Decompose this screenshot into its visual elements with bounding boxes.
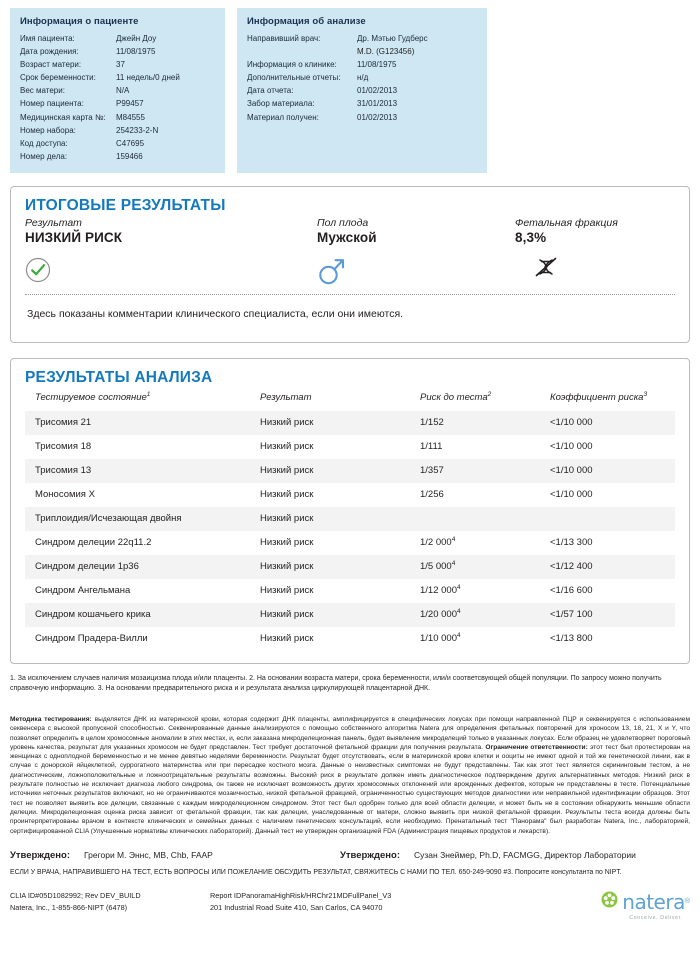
natera-flower-icon bbox=[601, 891, 618, 913]
methodology-paragraph bbox=[10, 715, 690, 836]
patient-label-dob: Дата рождения: bbox=[20, 47, 79, 57]
row-prior-text: 1/256 bbox=[420, 489, 444, 501]
summary-sex-value: Мужской bbox=[317, 229, 377, 245]
test-row-report-date bbox=[247, 84, 477, 97]
table-row bbox=[25, 483, 675, 507]
row-prior bbox=[420, 531, 550, 555]
analysis-results-card bbox=[10, 358, 690, 664]
test-info-title: Информация об анализе bbox=[247, 16, 366, 27]
table-row bbox=[25, 579, 675, 603]
male-symbol-icon bbox=[317, 252, 505, 288]
test-row-doctor bbox=[247, 32, 477, 45]
patient-label-patient-number: Номер пациента: bbox=[20, 99, 84, 109]
row-result: Низкий риск bbox=[260, 603, 420, 627]
table-row bbox=[25, 411, 675, 435]
check-circle-icon bbox=[25, 252, 315, 288]
row-result: Низкий риск bbox=[260, 459, 420, 483]
row-condition: Синдром Ангельмана bbox=[35, 585, 131, 597]
row-result: Низкий риск bbox=[260, 633, 314, 645]
row-result: Низкий риск bbox=[260, 585, 314, 597]
summary-result-value: НИЗКИЙ РИСК bbox=[25, 229, 123, 245]
disclaimer-title: Ограничение ответственности: bbox=[485, 743, 588, 751]
row-prior-text: 1/111 bbox=[420, 441, 443, 453]
methodology-body: выделяется ДНК из материнской крови, которая содержит ДНК плаценты, амплифицируется в специфических локусах при помощи направленной ПЦР и секвенируется с использованием секвенсера с высокой пропускной способностью. Секвенированные данные анализируются с помощью собственного алгоритма Natera для определения фетальных повторений для хроносом 13, 18, 21, X и Y, что позволяет определить в целом хромосомные аномалии в этих местах, и, если заказана микроделеционная панель, будет выявление микроделеций только в указанных локусах. Если образец не удовлетворяет пороговый уровень качества, результат для указанных хромосом не будет представлен. Тест требует достаточной фетальной фракции для получения результата. bbox=[10, 715, 690, 751]
header-result: Результат bbox=[260, 391, 312, 403]
table-row bbox=[25, 555, 675, 579]
row-result: Низкий риск bbox=[260, 507, 420, 531]
natera-logo-row bbox=[601, 890, 690, 914]
summary-col-fetal-fraction bbox=[505, 217, 675, 288]
results-heading: РЕЗУЛЬТАТЫ АНАЛИЗА bbox=[25, 368, 213, 386]
test-label-clinic: Информация о клинике: bbox=[247, 60, 337, 70]
row-ratio: <1/10 000 bbox=[550, 459, 675, 483]
patient-label-kit-number: Номер набора: bbox=[20, 125, 76, 135]
patient-label-gestation: Срок беременности: bbox=[20, 73, 96, 83]
approval-name-1: Грегори М. Эннс, MB, Chb, FAAP bbox=[84, 849, 213, 860]
row-ratio: <1/10 000 bbox=[550, 411, 675, 435]
page-footer bbox=[10, 890, 690, 927]
test-row-clinic bbox=[247, 58, 477, 71]
row-prior-sup: 4 bbox=[456, 584, 461, 592]
row-ratio: <1/12 400 bbox=[550, 555, 675, 579]
header-risk-ratio-text: Коэффициент риска bbox=[550, 391, 644, 403]
natera-wordmark: natera bbox=[622, 889, 685, 914]
clinical-comment: Здесь показаны комментарии клинического специалиста, если они имеются. bbox=[27, 307, 404, 320]
results-table bbox=[25, 390, 675, 651]
row-ratio: <1/10 000 bbox=[550, 441, 593, 453]
test-value-clinic: 11/08/1975 bbox=[357, 60, 397, 70]
row-ratio: <1/13 800 bbox=[550, 633, 593, 645]
footer-report-line2: 201 Industrial Road Suite 410, San Carlos, CA 94070 bbox=[210, 902, 383, 912]
patient-label-access-code: Код доступа: bbox=[20, 138, 68, 148]
row-ratio: <1/10 000 bbox=[550, 489, 593, 501]
row-prior bbox=[420, 579, 550, 603]
row-prior-sup: 4 bbox=[456, 608, 461, 616]
row-result: Низкий риск bbox=[260, 411, 420, 435]
dna-helix-icon bbox=[533, 252, 675, 288]
test-label-report-date: Дата отчета: bbox=[247, 86, 294, 96]
test-value-collection-date: 31/01/2013 bbox=[357, 99, 398, 109]
patient-value-kit-number: 254233-2-N bbox=[116, 125, 159, 135]
footer-clia-line2: Natera, Inc., 1-855-866-NIPT (6478) bbox=[10, 902, 128, 912]
test-row-collection-date bbox=[247, 97, 477, 110]
patient-label-weight: Вес матери: bbox=[20, 86, 65, 96]
row-condition: Синдром делеции 22q11.2 bbox=[35, 537, 152, 549]
test-value-doctor-line2: M.D. (G123456) bbox=[357, 47, 415, 57]
patient-row-age bbox=[20, 58, 215, 71]
patient-row-name bbox=[20, 32, 215, 45]
test-value-report-date: 01/02/2013 bbox=[357, 86, 398, 96]
row-prior-text: 1/20 000 bbox=[420, 609, 457, 621]
summary-fraction-label: Фетальная фракция bbox=[515, 216, 618, 229]
summary-col-sex bbox=[315, 217, 505, 288]
patient-info-panel bbox=[10, 8, 225, 173]
approvals-row bbox=[10, 850, 690, 861]
natera-logo bbox=[601, 890, 690, 921]
approval-label-2: Утверждено: bbox=[340, 849, 400, 861]
row-prior bbox=[420, 483, 550, 507]
row-prior-text: 1/10 000 bbox=[420, 633, 457, 645]
patient-row-gestation bbox=[20, 71, 215, 84]
row-prior bbox=[420, 603, 550, 627]
patient-label-age: Возраст матери: bbox=[20, 60, 82, 70]
patient-label-case-number: Номер дела: bbox=[20, 151, 68, 161]
header-prior-risk bbox=[420, 390, 550, 411]
row-condition: Моносомия X bbox=[35, 489, 95, 501]
results-table-header-row bbox=[25, 390, 675, 411]
patient-value-dob: 11/08/1975 bbox=[116, 47, 156, 57]
row-ratio: <1/13 300 bbox=[550, 537, 593, 549]
row-prior bbox=[420, 555, 550, 579]
header-condition-sup: 1 bbox=[146, 390, 151, 398]
patient-row-weight bbox=[20, 84, 215, 97]
test-info-panel bbox=[237, 8, 487, 173]
row-prior bbox=[420, 627, 550, 651]
row-condition: Трисомия 13 bbox=[25, 459, 260, 483]
approval-group-1 bbox=[10, 850, 340, 861]
natera-trademark: ® bbox=[684, 898, 690, 906]
test-row-received-date bbox=[247, 111, 477, 124]
info-panels-row bbox=[10, 8, 690, 173]
table-row bbox=[25, 459, 675, 483]
table-row bbox=[25, 531, 675, 555]
summary-results-card bbox=[10, 186, 690, 343]
patient-value-age: 37 bbox=[116, 60, 125, 70]
row-prior bbox=[420, 411, 550, 435]
row-ratio bbox=[550, 507, 675, 531]
summary-fraction-value: 8,3% bbox=[515, 229, 547, 245]
header-risk-ratio bbox=[550, 390, 675, 411]
row-ratio: <1/16 600 bbox=[550, 585, 593, 597]
test-value-additional-reports: н/д bbox=[357, 73, 369, 83]
patient-row-chart-number bbox=[20, 111, 215, 124]
test-value-doctor: Др. Мэтью Гудберс bbox=[357, 34, 428, 43]
patient-info-rows bbox=[20, 32, 215, 163]
test-label-additional-reports: Дополнительные отчеты: bbox=[247, 73, 341, 83]
approval-name-2: Сузан Знеймер, Ph.D, FACMGG, Директор Лаборатории bbox=[414, 849, 636, 860]
summary-sex-label: Пол плода bbox=[317, 216, 369, 229]
table-row bbox=[25, 603, 675, 627]
patient-value-gestation: 11 недель/0 дней bbox=[116, 73, 180, 83]
disclaimer-body: этот тест был протестирован на женщинах с одноплодной беременностью и не менее девятью неделями беременности. Результат будет отсутствовать, если в материнской крови клетки и ооциты не имеют одной и той же генетической линии, как в случае с донорской яйцеклеткой, суррогатного материнства или при пересадке костного мозга. Данные о неизвестных симптомах не будут представлены. Так как этот тест является скрининговым тестом, а не диагностическим, ложноположительные и ложноотрицательные результаты возможны. Высокий риск в результате должен иметь диагностическое подтверждение других альтернативных методов. Низкий риск в результате полностью не исключает диагноза любого синдрома, он также не исключает возможность других хромосомных отклонений или врожденных дефектов, которые не представлены в тесте. Потенциальные источники неточных результатов включают, но не ограничиваются мозаичностью, низкой фетальной фракцией, ограниченностью существующих методов диагностики или неправильной идентификации образцов. Этот тест не позволяет выявить все делеции, связанные с каждым микроделеционном синдромом. Этот тест был одобрен только для всей области делеции, и может быть не в состоянии обнаружить меньшие области делеции. Микроделеционная оценка риска зависит от фетальной фракции, так как делеции, унаследованные от матери, сложно выявить при низкой фетальной фракции. Результыты теста всегда должны быть проинтерпретированы врачом в контексте клинических и семейных данных с наличием генетических консультаций, если необходимо. Пренатальный тест "Панорама" был разработан Natera, Inc., лабораторией, сертифицированной CLIA (Улучшенные нормативы клинических лабораторий). Данный тест не утвержден организацией FDA (Администрация пищевых продуктов и лекарств). bbox=[10, 743, 690, 835]
patient-row-access-code bbox=[20, 137, 215, 150]
row-prior-text: 1/12 000 bbox=[420, 585, 457, 597]
patient-value-chart-number: M84555 bbox=[116, 112, 145, 122]
table-footnotes: 1. За исключением случаев наличия мозаицизма плода и/или плаценты. 2. На основании возраста матери, срока беременности, или/и соответсвующей общей популяции. По запросу можно получить справочную информацию. 3. На основании предварительного риска и и результата анализа циркулирующей плацентарной ДНК. bbox=[10, 674, 662, 693]
row-ratio: <1/57 100 bbox=[550, 603, 675, 627]
row-prior-text: 1/5 000 bbox=[420, 561, 452, 573]
patient-row-kit-number bbox=[20, 124, 215, 137]
test-value-received-date: 01/02/2013 bbox=[357, 112, 398, 122]
natera-tagline: Conceive. Deliver. bbox=[629, 914, 683, 921]
patient-value-access-code: C47695 bbox=[116, 138, 145, 148]
row-result: Низкий риск bbox=[260, 555, 420, 579]
row-result: Низкий риск bbox=[260, 489, 314, 501]
contact-line: ЕСЛИ У ВРАЧА, НАПРАВИВШЕГО НА ТЕСТ, ЕСТЬ ВОПРОСЫ ИЛИ ПОЖЕЛАНИЕ ОБСУДИТЬ РЕЗУЛЬТАТ, СВЯЖИТЕСЬ С НАМИ ПО ТЕЛ. 650-249-9090 #3. Попросите консультанта по NIPT. bbox=[10, 868, 622, 876]
header-risk-ratio-sup: 3 bbox=[643, 390, 648, 398]
patient-row-case-number bbox=[20, 150, 215, 163]
table-row bbox=[25, 435, 675, 459]
row-condition: Синдром делеции 1p36 bbox=[25, 555, 260, 579]
test-label-collection-date: Забор материала: bbox=[247, 99, 315, 109]
results-table-body bbox=[25, 411, 675, 651]
header-condition bbox=[25, 390, 260, 411]
patient-value-weight: N/A bbox=[116, 86, 130, 96]
patient-label-chart-number: Медицинская карта №: bbox=[20, 112, 106, 122]
row-condition: Синдром Прадера-Вилли bbox=[35, 633, 148, 645]
summary-heading: ИТОГОВЫЕ РЕЗУЛЬТАТЫ bbox=[25, 196, 226, 214]
patient-value-name: Джейн Доу bbox=[116, 34, 157, 43]
footer-clia-block bbox=[10, 890, 210, 914]
row-prior-text: 1/357 bbox=[420, 465, 444, 477]
footer-report-block bbox=[210, 890, 540, 914]
table-row bbox=[25, 627, 675, 651]
patient-label-name: Имя пациента: bbox=[20, 34, 75, 43]
row-condition: Трисомия 18 bbox=[35, 441, 92, 453]
row-condition: Триплоидия/Исчезающая двойня bbox=[25, 507, 260, 531]
patient-info-title: Информация о пациенте bbox=[20, 16, 139, 27]
header-prior-risk-text: Риск до теста bbox=[420, 391, 488, 403]
patient-row-dob bbox=[20, 45, 215, 58]
row-result: Низкий риск bbox=[260, 537, 314, 549]
test-label-doctor: Направивший врач: bbox=[247, 34, 321, 43]
approval-label-1: Утверждено: bbox=[10, 849, 70, 861]
footer-report-line1: Report IDPanoramaHighRisk/HRChr21MDFullPanel_V3 bbox=[210, 890, 392, 900]
row-prior-sup: 4 bbox=[451, 536, 456, 544]
patient-value-patient-number: P99457 bbox=[116, 99, 144, 109]
row-condition: Синдром кошачьего крика bbox=[25, 603, 260, 627]
row-result: Низкий риск bbox=[260, 441, 314, 453]
table-row bbox=[25, 507, 675, 531]
patient-value-case-number: 159466 bbox=[116, 151, 143, 161]
test-label-received-date: Материал получен: bbox=[247, 112, 319, 122]
approval-group-2 bbox=[340, 850, 636, 861]
row-prior bbox=[420, 507, 550, 531]
row-prior-text: 1/2 000 bbox=[420, 537, 452, 549]
test-row-additional-reports bbox=[247, 71, 477, 84]
methodology-section bbox=[10, 715, 690, 836]
row-prior-sup: 4 bbox=[456, 632, 461, 640]
summary-grid bbox=[25, 217, 675, 288]
row-prior bbox=[420, 435, 550, 459]
methodology-title: Методика тестирования: bbox=[10, 715, 92, 723]
row-prior-text: 1/152 bbox=[420, 417, 444, 429]
row-prior-sup: 4 bbox=[451, 560, 456, 568]
summary-result-label: Результат bbox=[25, 216, 82, 229]
header-prior-risk-sup: 2 bbox=[487, 390, 492, 398]
header-condition-text: Тестируемое состояние bbox=[35, 391, 147, 403]
summary-col-result bbox=[25, 217, 315, 288]
test-info-rows bbox=[247, 32, 477, 124]
row-condition: Трисомия 21 bbox=[25, 411, 260, 435]
patient-row-patient-number bbox=[20, 97, 215, 110]
row-prior bbox=[420, 459, 550, 483]
footer-clia-line1: CLIA ID#05D1082992; Rev DEV_BUILD bbox=[10, 890, 141, 900]
